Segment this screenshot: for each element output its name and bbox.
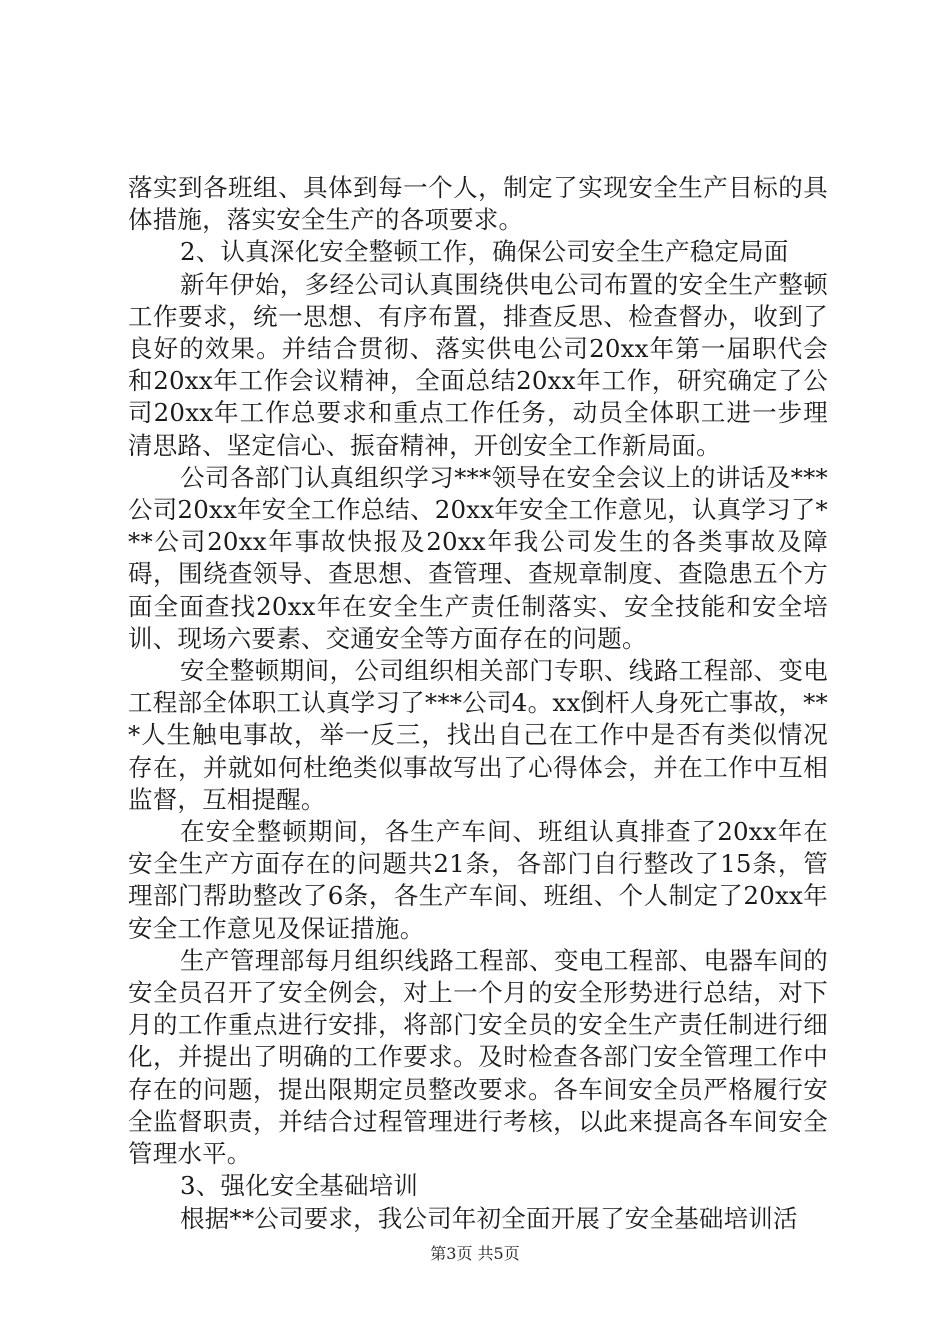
paragraph-2: 新年伊始，多经公司认真围绕供电公司布置的安全生产整顿工作要求，统一思想、有序布置，排查反思、检查督办，收到了良好的效果。并结合贯彻、落实供电公司20xx年第一届职代会和20xx年工作会议精神，全面总结20xx年工作，研究确定了公司20xx年工作总要求和重点工作任务，动员全体职工进一步理清思路、坚定信心、振奋精神，开创安全工作新局面。 bbox=[128, 269, 828, 460]
paragraph-4: 安全整顿期间，公司组织相关部门专职、线路工程部、变电工程部全体职工认真学习了***公司4。xx倒杆人身死亡事故，***人生触电事故，举一反三，找出自己在工作中是否有类似情况存在，并就如何杜绝类似事故写出了心得体会，并在工作中互相监督，互相提醒。 bbox=[128, 656, 828, 814]
section-heading-2: 2、认真深化安全整顿工作，确保公司安全生产稳定局面 bbox=[180, 237, 789, 267]
paragraph-7: 根据**公司要求，我公司年初全面开展了安全基础培训活 bbox=[180, 1203, 798, 1233]
paragraph-5: 在安全整顿期间，各生产车间、班组认真排查了20xx年在安全生产方面存在的问题共21条，各部门自行整改了15条，管理部门帮助整改了6条，各生产车间、班组、个人制定了20xx年安全工作意见及保证措施。 bbox=[128, 817, 828, 943]
section-heading-3: 3、强化安全基础培训 bbox=[180, 1171, 419, 1201]
document-body bbox=[128, 172, 828, 1235]
paragraph-1: 落实到各班组、具体到每一个人，制定了实现安全生产目标的具体措施，落实安全生产的各项要求。 bbox=[128, 173, 828, 235]
paragraph-6: 生产管理部每月组织线路工程部、变电工程部、电器车间的安全员召开了安全例会，对上一个月的安全形势进行总结，对下月的工作重点进行安排，将部门安全员的安全生产责任制进行细化，并提出了明确的工作要求。及时检查各部门安全管理工作中存在的问题，提出限期定员整改要求。各车间安全员严格履行安全监督职责，并结合过程管理进行考核，以此来提高各车间安全管理水平。 bbox=[128, 945, 828, 1169]
page-number-footer: 第3页 共5页 bbox=[430, 1244, 520, 1263]
paragraph-3: 公司各部门认真组织学习***领导在安全会议上的讲话及***公司20xx年安全工作总结、20xx年安全工作意见，认真学习了***公司20xx年事故快报及20xx年我公司发生的各类事故及障碍，围绕查领导、查思想、查管理、查规章制度、查隐患五个方面全面查找20xx年在安全生产责任制落实、安全技能和安全培训、现场六要素、交通安全等方面存在的问题。 bbox=[128, 462, 828, 653]
